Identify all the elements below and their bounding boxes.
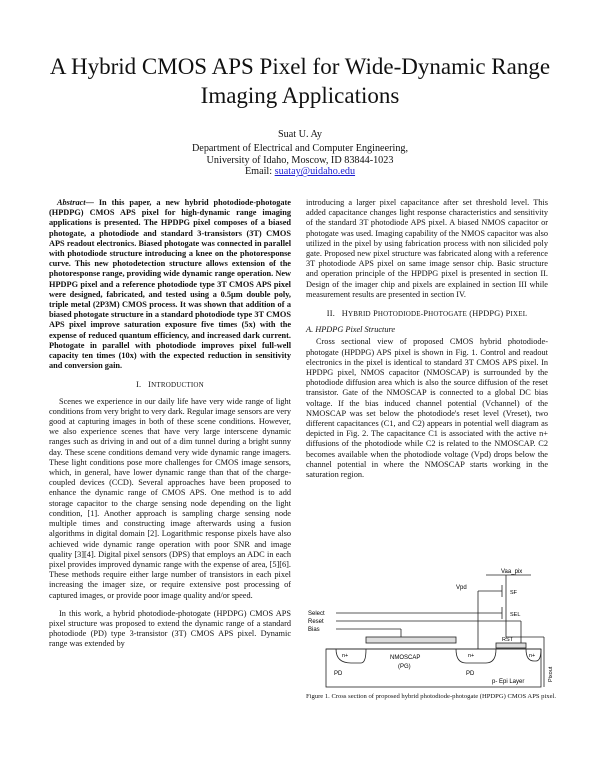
nplus-middle bbox=[456, 649, 496, 663]
label-pixout: Pixout bbox=[548, 666, 554, 682]
abstract-label: Abstract— bbox=[57, 198, 94, 207]
author-department: Department of Electrical and Computer Engineering, bbox=[191, 143, 409, 155]
label-nplus-right: n+ bbox=[529, 653, 536, 659]
label-select: Select bbox=[308, 611, 325, 617]
author-block bbox=[30, 129, 570, 178]
author-email-line bbox=[30, 166, 570, 177]
heading-rest: HOTOGATE bbox=[428, 310, 467, 319]
section-heading-introduction bbox=[49, 380, 291, 390]
heading-abbrev: (HPDPG) bbox=[466, 309, 506, 319]
author-email-link[interactable]: suatay@uidaho.edu bbox=[274, 166, 356, 178]
label-pg: (PG) bbox=[398, 664, 411, 670]
section-rest: NTRODUCTION bbox=[151, 381, 204, 390]
label-nmoscap: NMOSCAP bbox=[390, 655, 421, 661]
label-vaa: Vaa_pix bbox=[501, 569, 523, 575]
label-sel: SEL bbox=[510, 612, 521, 618]
heading-rest: YBRID bbox=[348, 310, 371, 319]
right-paragraph-1: introducing a larger pixel capacitance after set threshold level. This added capacitance changes light response characteristics and sensitivity of the standard 3T photodiode APS pixel. A biased NMOS capacitor or photogate was used. Imaging capability of the NMOS capacitor was also utilized in the pixel by using fabrication process with non silicided poly gate. Proposed new pixel structure was fabricated along with a reference 3T photodiode APS pixel on same image sensor chip. Basic structure and operation principle of the HPDPG pixel is presented in section II. Design of the imager chip and pixels are explained in section III while measurement results are presented in section IV. bbox=[306, 198, 548, 299]
heading-letter: H bbox=[341, 309, 348, 319]
heading-rest: IXEL bbox=[510, 310, 528, 319]
label-nplus-middle: n+ bbox=[468, 653, 475, 659]
label-pd-left: PD bbox=[334, 671, 343, 677]
heading-letter: P bbox=[505, 309, 511, 319]
abstract-text: In this paper, a new hybrid photodiode-photogate (HPDPG) CMOS APS pixel for high-dynamic range imaging applications is presented. The HPDPG pixel composes of a biased photogate, a photodiode and standard 3-transistors (3T) CMOS APS readout electronics. Biased photogate was connected in parallel with photodiode structure introducing a knee on the photoresponse curve. This new photodetection structure allows extension of the photoresponse range, providing wide dynamic range operation. New HPDPG pixel and a reference photodiode type 3T CMOS APS pixel were designed, fabricated, and tested using a 0.5µm double poly, triple metal (2P3M) CMOS process. It was shown that addition of a biased photogate structure in a standard photodiode type 3T CMOS APS pixel improve saturation exposure five times (5x) with the expense of reduced quantum efficiency, and increased dark current. Photogate in parallel with photodiode improves pixel full-well capacity ten times (10x) with the expected reduction in sensitivity and conversion gain. bbox=[49, 198, 291, 371]
section-number: I. bbox=[136, 380, 142, 390]
nplus-left bbox=[336, 649, 366, 663]
label-reset: Reset bbox=[308, 619, 324, 625]
section-first-letter: I bbox=[148, 380, 152, 390]
label-epi: p- Epi Layer bbox=[492, 679, 525, 685]
pixel-cross-section-figure bbox=[306, 567, 556, 697]
rst-gate bbox=[496, 643, 526, 648]
photogate-poly bbox=[366, 637, 456, 643]
label-pd-right: PD bbox=[466, 671, 475, 677]
heading-rest: HOTODIODE- bbox=[377, 310, 424, 319]
label-vpd: Vpd bbox=[456, 585, 467, 591]
section-number: II. bbox=[326, 309, 335, 319]
label-sf: SF bbox=[510, 590, 518, 596]
structure-paragraph: Cross sectional view of proposed CMOS hybrid photodiode-photogate (HPDPG) APS pixel is shown in Fig. 1. Control and readout electronics in the pixel is identical to standard 3T CMOS APS pixel. In HPDPG pixel, NMOS capacitor (NMOSCAP) is surrounded by the photodiode diffusion area which is also the source diffusion of the reset transistor. Gate of the NMOSCAP is connected to a global DC bias voltage. If the bias induced channel potential (Vchannel) of the NMOSCAP was set below the photodiode's reset level (Vreset), two different capacitances (C1, and C2) appears in potential well diagram as depicted in Fig. 2. The capacitance C1 is associated with the active n+ diffusions of the photodiode while C2 is related to the NMOSCAP. C2 becomes available when the photodiode voltage (Vpd) drops below the channel potential in where the NMOSCAP starts working in the saturation region. bbox=[306, 337, 548, 480]
section-heading-hpdpg bbox=[306, 309, 548, 319]
subsection-heading: A. HPDPG Pixel Structure bbox=[306, 325, 396, 335]
intro-paragraph-2: In this work, a hybrid photodiode-photogate (HPDPG) CMOS APS pixel structure was proposed to extend the dynamic range of a standard photodiode (PD) type 3-transistor (3T) CMOS APS pixel. Dynamic range was extended by bbox=[49, 608, 291, 649]
author-name: Suat U. Ay bbox=[277, 129, 323, 140]
abstract bbox=[49, 198, 291, 371]
paper-title: A Hybrid CMOS APS Pixel for Wide-Dynamic Range Imaging Applications bbox=[49, 54, 551, 108]
email-label: Email: bbox=[244, 166, 273, 178]
intro-paragraph-1: Scenes we experience in our daily life have very wide range of light conditions from very bright to very dark. Regular image sensors are very good at capturing images in both of these scene conditions. However, we also experience scenes that have very large interscene dynamic ranges such as driving in and out of a dim tunnel during a bright sunny day. These scene conditions demand very wide dynamic range imagers. These light conditions pose more challenges for CMOS image sensors, which, in general, have lower dynamic range than that of the charge-coupled devices (CCD). Several approaches have been proposed to enhance the dynamic range of CMOS APS. One method is to add storage capacitor to the charge sensing node depending on the light condition, [1]. Another approach is sampling charge sensing node multiple times and constructing image afterwards using a fusion algorithms in digital domain [2]. Logarithmic response pixels have also achieved wide dynamic range operation with poor SNR and image quality [3][4]. Digital pixel sensors (DPS) that employs an ADC in each pixel provides improved dynamic range with the expense of area, [5][6]. These methods require either large number of transistors in each pixel increasing the imager size, or require extensive post processing of captured images, or provide poor image quality and/or speed. bbox=[49, 396, 291, 600]
heading-letter: P bbox=[373, 309, 378, 319]
label-rst: RST bbox=[502, 637, 513, 643]
label-nplus-left: n+ bbox=[342, 653, 349, 659]
author-university: University of Idaho, Moscow, ID 83844-1023 bbox=[206, 154, 394, 166]
heading-letter: P bbox=[423, 309, 429, 319]
left-column bbox=[49, 198, 291, 650]
right-column bbox=[306, 198, 548, 480]
label-bias: Bias bbox=[308, 627, 320, 633]
figure-caption: Figure 1. Cross section of proposed hybrid photodiode-photogate (HPDPG) CMOS APS pixel. bbox=[306, 693, 557, 700]
